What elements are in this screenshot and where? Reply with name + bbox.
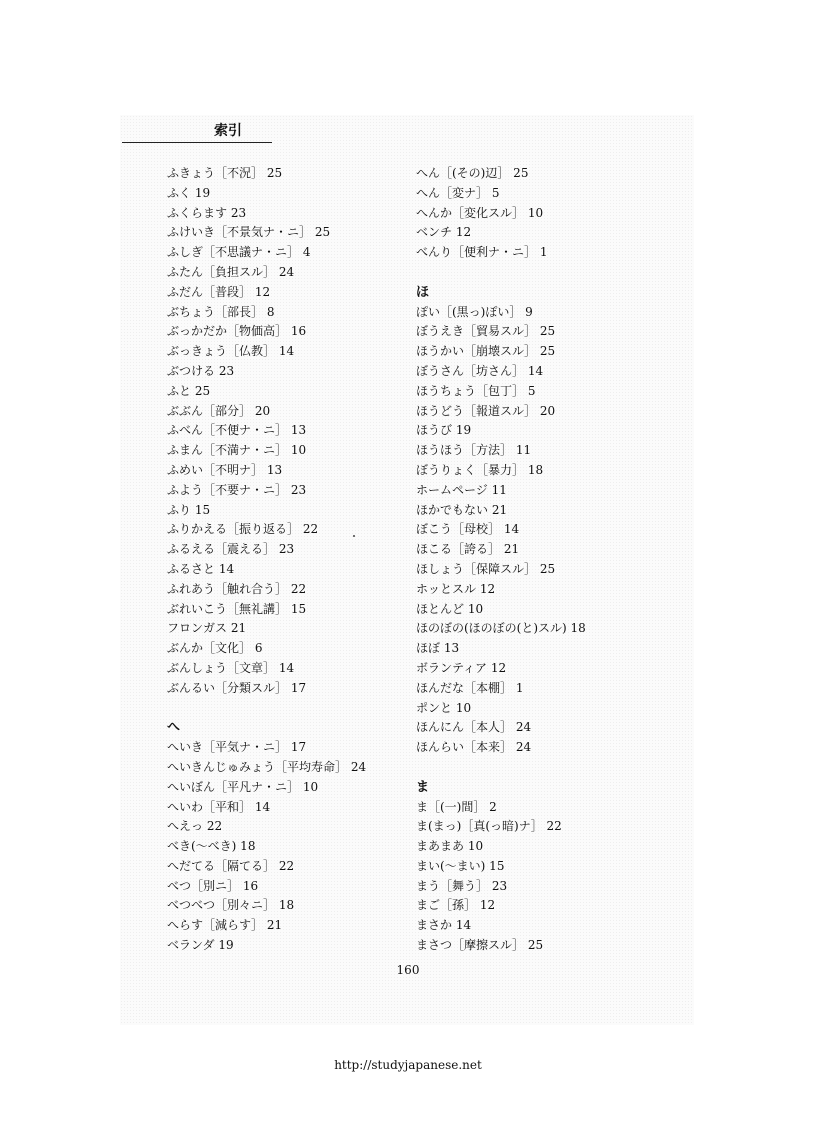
index-entry: ぶっきょう［仏教］ 14 (167, 344, 295, 359)
index-entry: ぶれいこう［無礼講］ 15 (167, 601, 307, 616)
page-number: 160 (396, 963, 420, 977)
section-heading: へ (167, 720, 181, 736)
index-entry: ふるえる［震える］ 23 (167, 542, 295, 557)
index-entry: ふべん［不便ナ・ニ］ 13 (167, 423, 307, 438)
index-entry: ぶちょう［部長］ 8 (167, 304, 275, 319)
index-entry: ふと 25 (167, 383, 211, 398)
index-entry: ほかでもない 21 (416, 502, 508, 517)
index-entry: ふたん［負担スル］ 24 (167, 264, 295, 279)
index-entry: まご［孫］ 12 (416, 898, 496, 913)
page-title: 索引 (214, 123, 242, 139)
index-entry: べつべつ［別々ニ］ 18 (167, 898, 295, 913)
index-entry: ぶんか［文化］ 6 (167, 641, 263, 656)
index-entry: ホッとスル 12 (416, 581, 496, 596)
header-rule (122, 142, 272, 143)
index-entry: まあまあ 10 (416, 839, 484, 854)
index-entry: ふるさと 14 (167, 561, 235, 576)
index-entry: まさか 14 (416, 918, 472, 933)
index-entry: ぼこう［母校］ 14 (416, 522, 520, 537)
index-entry: べつ［別ニ］ 16 (167, 878, 259, 893)
index-entry: ぶんしょう［文章］ 14 (167, 660, 295, 675)
index-entry: へらす［減らす］ 21 (167, 918, 283, 933)
index-entry: べんり［便利ナ・ニ］ 1 (416, 245, 548, 260)
index-entry: ほとんど 10 (416, 601, 484, 616)
index-entry: べき(〜べき) 18 (167, 839, 256, 854)
index-entry: ふくらます 23 (167, 205, 247, 220)
index-entry: へいわ［平和］ 14 (167, 799, 271, 814)
section-heading: ほ (416, 284, 430, 300)
index-entry: ほうかい［崩壊スル］ 25 (416, 344, 556, 359)
index-entry: ほこる［誇る］ 21 (416, 542, 520, 557)
index-entry: ほんだな［本棚］ 1 (416, 680, 524, 695)
index-entry: まう［舞う］ 23 (416, 878, 508, 893)
index-entry: ボランティア 12 (416, 660, 507, 675)
index-entry: へえっ 22 (167, 819, 223, 834)
index-entry: ふよう［不要ナ・ニ］ 23 (167, 482, 307, 497)
index-entry: ふれあう［触れ合う］ 22 (167, 581, 307, 596)
section-gap (416, 758, 676, 778)
index-entry: へだてる［隔てる］ 22 (167, 858, 295, 873)
index-entry: ほうどう［報道スル］ 20 (416, 403, 556, 418)
index-entry: ぶぶん［部分］ 20 (167, 403, 271, 418)
index-entry: へいき［平気ナ・ニ］ 17 (167, 740, 307, 755)
index-entry: ふりかえる［振り返る］ 22 (167, 522, 319, 537)
index-entry: ほうび 19 (416, 423, 472, 438)
section-gap (416, 263, 676, 283)
index-entry: へん［(その)辺］ 25 (416, 166, 529, 180)
index-column-right (416, 164, 676, 956)
index-entry: ベンチ 12 (416, 225, 472, 240)
index-entry: へんか［変化スル］ 10 (416, 205, 544, 220)
index-entry: フロンガス 21 (167, 621, 247, 636)
index-entry: ふめい［不明ナ］ 13 (167, 462, 283, 477)
index-entry: ほぼ 13 (416, 641, 460, 656)
index-entry: ほのぼの(ほのぼの(と)スル) 18 (416, 621, 586, 636)
index-entry: へいぼん［平凡ナ・ニ］ 10 (167, 779, 319, 794)
section-heading: ま (416, 779, 430, 795)
index-header (122, 120, 272, 144)
index-entry: ベランダ 19 (167, 938, 234, 953)
index-entry: ほんらい［本来］ 24 (416, 740, 532, 755)
index-entry: ほうほう［方法］ 11 (416, 443, 532, 458)
index-entry: ま［(一)間］ 2 (416, 799, 497, 814)
index-entry: ほんにん［本人］ 24 (416, 720, 532, 735)
index-entry: へん［変ナ］ 5 (416, 185, 500, 200)
index-entry: ふだん［普段］ 12 (167, 284, 271, 299)
index-entry: ほしょう［保障スル］ 25 (416, 561, 556, 576)
index-entry: ふしぎ［不思議ナ・ニ］ 4 (167, 245, 311, 260)
index-entry: ぼうえき［貿易スル］ 25 (416, 324, 556, 339)
index-entry: まい(〜まい) 15 (416, 858, 505, 873)
index-entry: ま(まっ)［真(っ暗)ナ］ 22 (416, 819, 562, 834)
index-entry: ホームページ 11 (416, 482, 507, 497)
index-entry: ふまん［不満ナ・ニ］ 10 (167, 443, 307, 458)
index-entry: ポンと 10 (416, 700, 472, 715)
footer-url[interactable]: http://studyjapanese.net (334, 1058, 482, 1072)
index-entry: まさつ［摩擦スル］ 25 (416, 938, 544, 953)
index-entry: ほうちょう［包丁］ 5 (416, 383, 536, 398)
index-column-left (167, 164, 407, 956)
index-entry: ぶっかだか［物価高］ 16 (167, 324, 307, 339)
index-entry: ふく 19 (167, 185, 211, 200)
index-entry: ふり 15 (167, 502, 211, 517)
index-entry: ぶつける 23 (167, 363, 235, 378)
index-entry: ぽい［(黒っ)ぽい］ 9 (416, 304, 533, 319)
speck-mark (353, 535, 355, 537)
section-gap (167, 699, 407, 719)
index-entry: ふけいき［不景気ナ・ニ］ 25 (167, 225, 331, 240)
index-entry: ぼうさん［坊さん］ 14 (416, 363, 544, 378)
index-entry: ふきょう［不況］ 25 (167, 166, 283, 180)
index-entry: ぶんるい［分類スル］ 17 (167, 680, 307, 695)
index-entry: ぼうりょく［暴力］ 18 (416, 462, 544, 477)
index-entry: へいきんじゅみょう［平均寿命］ 24 (167, 759, 367, 774)
